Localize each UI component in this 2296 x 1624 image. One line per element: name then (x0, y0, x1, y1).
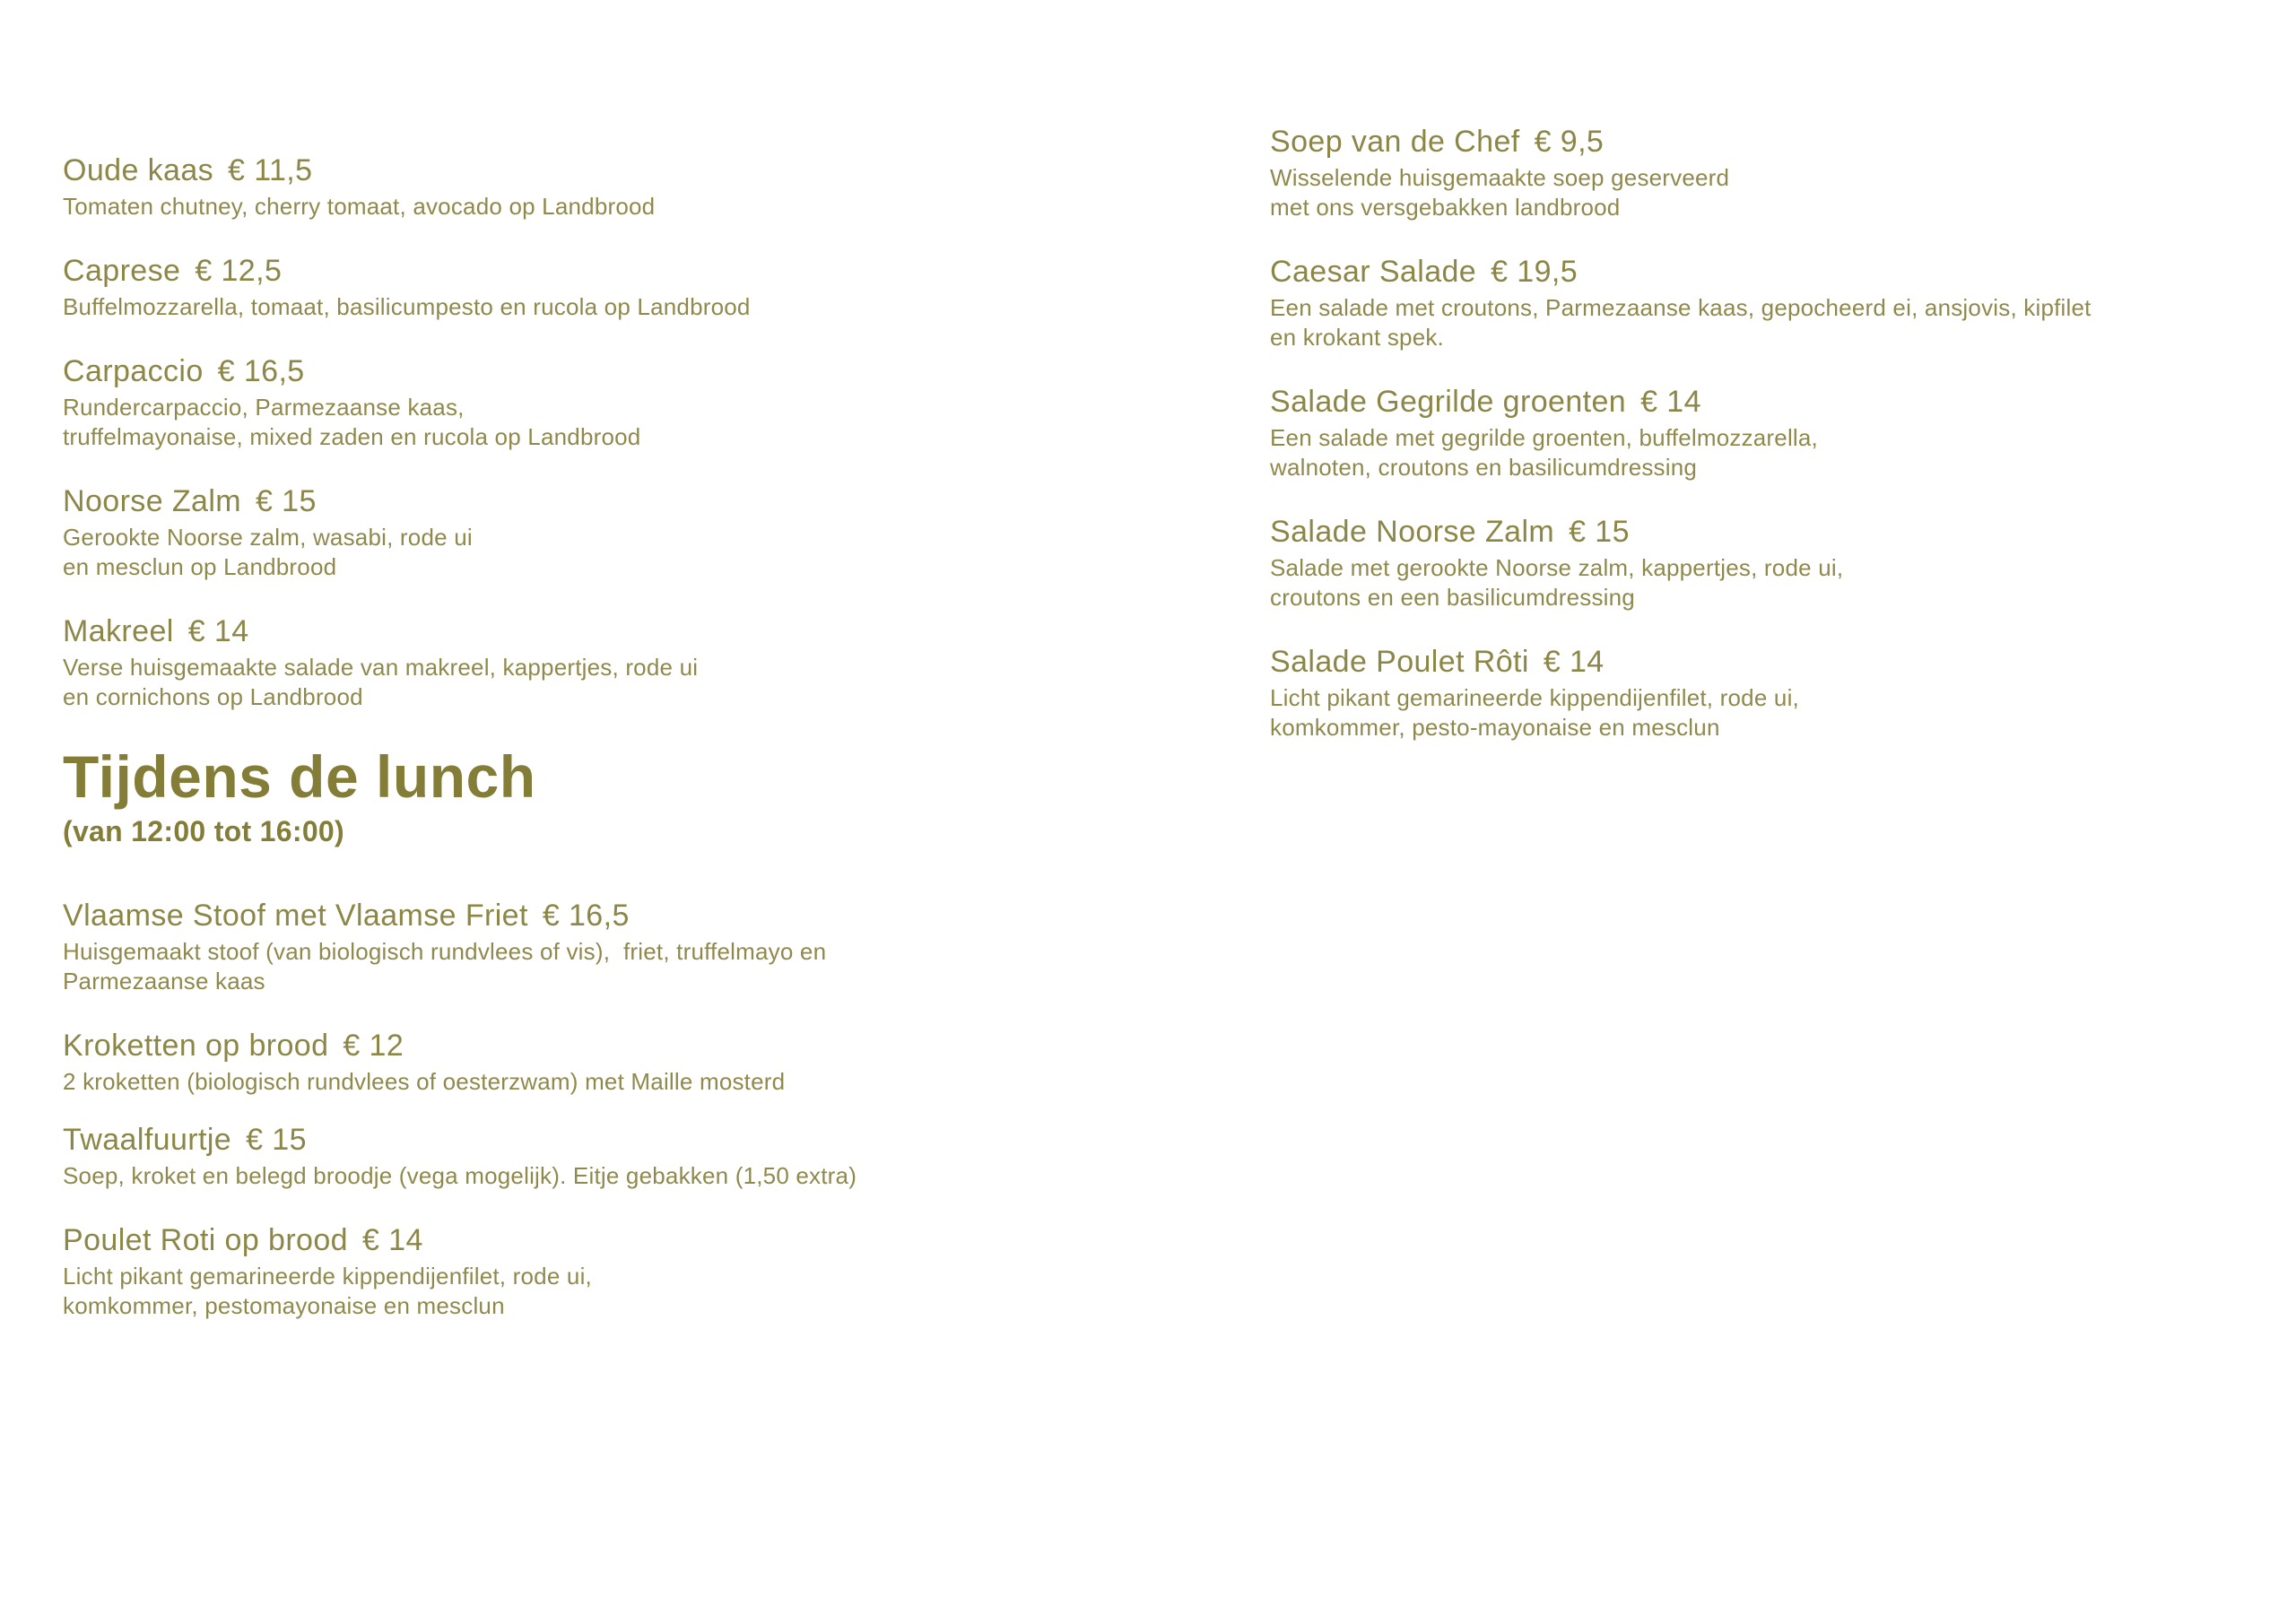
item-price: € 11,5 (228, 153, 313, 187)
item-description (1270, 683, 2266, 743)
description-line: Buffelmozzarella, tomaat, basilicumpesto en rucola op Landbrood (63, 293, 751, 320)
description-line: Licht pikant gemarineerde kippendijenfilet, rode ui, (63, 1263, 592, 1290)
item-description (63, 393, 1175, 452)
menu-item (63, 1220, 1175, 1321)
item-name: Salade Poulet Rôti (1270, 645, 1529, 679)
menu-column-right (1270, 122, 2266, 772)
menu-column-left (63, 151, 1175, 1344)
menu-item (63, 1120, 1175, 1191)
description-line: Licht pikant gemarineerde kippendijenfilet, rode ui, (1270, 684, 1799, 711)
item-title (1270, 642, 2266, 682)
lunch-heading-title: Tijdens de lunch (63, 743, 536, 810)
description-line: met ons versgebakken landbrood (1270, 194, 1621, 221)
item-price: € 12 (343, 1029, 404, 1063)
item-description (63, 292, 1175, 322)
description-line: 2 kroketten (biologisch rundvlees of oesterzwam) met Maille mosterd (63, 1068, 786, 1095)
menu-item (63, 896, 1175, 996)
item-name: Kroketten op brood (63, 1029, 329, 1063)
item-price: € 15 (256, 484, 317, 518)
item-price: € 15 (246, 1123, 307, 1157)
item-title (63, 896, 1175, 935)
item-price: € 9,5 (1534, 125, 1605, 159)
item-price: € 16,5 (217, 354, 305, 388)
item-description (63, 1161, 1175, 1191)
description-line: Wisselende huisgemaakte soep geserveerd (1270, 164, 1730, 191)
item-name: Noorse Zalm (63, 484, 242, 518)
description-line: Rundercarpaccio, Parmezaanse kaas, (63, 394, 465, 421)
item-title (63, 482, 1175, 521)
item-price: € 19,5 (1491, 255, 1578, 289)
description-line: en cornichons op Landbrood (63, 683, 363, 710)
menu-item (63, 151, 1175, 221)
description-line: truffelmayonaise, mixed zaden en rucola op Landbrood (63, 423, 641, 450)
description-line: Huisgemaakt stoof (van biologisch rundvlees of vis), friet, truffelmayo en (63, 938, 827, 965)
menu-item (1270, 512, 2266, 612)
item-description (63, 937, 1175, 996)
item-title (63, 352, 1175, 391)
description-line: Een salade met croutons, Parmezaanse kaas, gepocheerd ei, ansjovis, kipfilet (1270, 294, 2092, 321)
item-price: € 14 (1640, 385, 1701, 419)
item-name: Salade Noorse Zalm (1270, 515, 1555, 549)
item-name: Makreel (63, 614, 174, 648)
item-title (1270, 122, 2266, 161)
item-name: Poulet Roti op brood (63, 1223, 348, 1257)
item-title (1270, 382, 2266, 421)
item-description (63, 192, 1175, 221)
menu-item (63, 612, 1175, 712)
lunch-items (63, 896, 1175, 1321)
item-title (63, 151, 1175, 190)
menu-item (63, 352, 1175, 452)
item-title (63, 612, 1175, 651)
description-line: Gerookte Noorse zalm, wasabi, rode ui (63, 524, 473, 551)
menu-item (1270, 252, 2266, 352)
menu-item (63, 1026, 1175, 1097)
description-line: en mesclun op Landbrood (63, 553, 337, 580)
item-price: € 14 (361, 1223, 423, 1257)
description-line: komkommer, pesto-mayonaise en mesclun (1270, 714, 1720, 741)
menu-item (1270, 642, 2266, 743)
item-title (63, 251, 1175, 291)
item-title (63, 1120, 1175, 1159)
item-description (1270, 293, 2266, 352)
item-description (1270, 163, 2266, 222)
item-name: Caesar Salade (1270, 255, 1477, 289)
item-description (63, 653, 1175, 712)
item-name: Caprese (63, 254, 181, 288)
menu-item (63, 251, 1175, 322)
description-line: Tomaten chutney, cherry tomaat, avocado op Landbrood (63, 193, 656, 220)
item-title (1270, 252, 2266, 291)
item-name: Twaalfuurtje (63, 1123, 232, 1157)
item-description (63, 523, 1175, 582)
description-line: Soep, kroket en belegd broodje (vega mogelijk). Eitje gebakken (1,50 extra) (63, 1162, 857, 1189)
item-name: Vlaamse Stoof met Vlaamse Friet (63, 899, 528, 933)
item-title (63, 1026, 1175, 1065)
item-description (63, 1067, 1175, 1097)
item-name: Soep van de Chef (1270, 125, 1520, 159)
lunch-heading-subtitle: (van 12:00 tot 16:00) (63, 815, 344, 847)
item-description (1270, 553, 2266, 612)
item-price: € 16,5 (542, 899, 630, 933)
lunch-section-heading (63, 742, 1175, 851)
item-title (63, 1220, 1175, 1260)
description-line: Verse huisgemaakte salade van makreel, kappertjes, rode ui (63, 654, 699, 681)
description-line: Salade met gerookte Noorse zalm, kappertjes, rode ui, (1270, 554, 1844, 581)
item-name: Carpaccio (63, 354, 204, 388)
description-line: walnoten, croutons en basilicumdressing (1270, 454, 1698, 481)
item-name: Salade Gegrilde groenten (1270, 385, 1627, 419)
menu-item (63, 482, 1175, 582)
item-price: € 14 (187, 614, 249, 648)
item-description (1270, 423, 2266, 482)
item-price: € 14 (1543, 645, 1605, 679)
description-line: Parmezaanse kaas (63, 968, 265, 994)
description-line: croutons en een basilicumdressing (1270, 584, 1635, 611)
item-title (1270, 512, 2266, 551)
item-description (63, 1262, 1175, 1321)
menu-item (1270, 382, 2266, 482)
menu-item (1270, 122, 2266, 222)
item-price: € 12,5 (195, 254, 283, 288)
item-name: Oude kaas (63, 153, 214, 187)
description-line: komkommer, pestomayonaise en mesclun (63, 1292, 505, 1319)
description-line: en krokant spek. (1270, 324, 1444, 351)
item-price: € 15 (1569, 515, 1630, 549)
description-line: Een salade met gegrilde groenten, buffelmozzarella, (1270, 424, 1818, 451)
